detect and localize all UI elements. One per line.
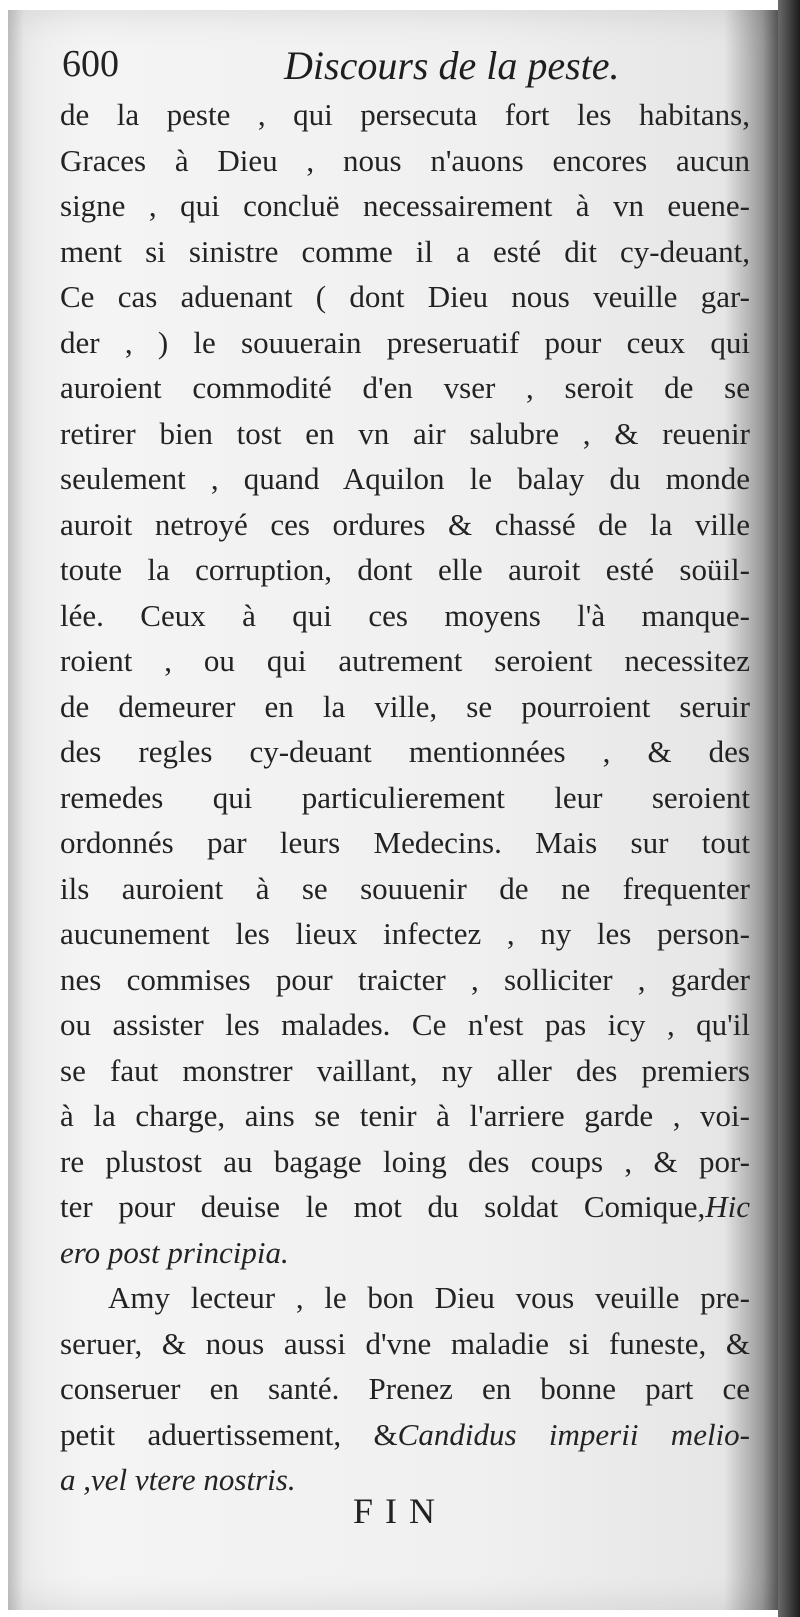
closing-paragraph-line: conseruer en santé. Prenez en bonne part ce bbox=[60, 1371, 750, 1406]
text-line: Ce cas aduenant ( dont Dieu nous veuille gar- bbox=[60, 279, 750, 314]
text-line: des regles cy-deuant mentionnées , & des bbox=[60, 734, 750, 769]
text-line: lée. Ceux à qui ces moyens l'à manque- bbox=[60, 597, 750, 633]
text-line: remedes qui particulierement leur seroient bbox=[60, 779, 750, 815]
text-roman: petit aduertissement, & bbox=[60, 1416, 398, 1452]
text-line: seulement , quand Aquilon le balay du monde bbox=[60, 461, 750, 496]
text-line: auroit netroyé ces ordures & chassé de la ville bbox=[60, 506, 750, 542]
text-line: roient , ou qui autrement seroient necessitez bbox=[60, 643, 750, 678]
text-line: aucunement les lieux infectez , ny les person- bbox=[60, 916, 750, 951]
latin-quote: ero post principia. bbox=[60, 1234, 289, 1270]
page-header bbox=[62, 42, 742, 94]
latin-quote: Candidus imperii melio- bbox=[397, 1416, 750, 1452]
page-number: 600 bbox=[62, 43, 119, 85]
text-line: de demeurer en la ville, se pourroient seruir bbox=[60, 688, 750, 724]
text-line: re plustost au bagage loing des coups , & por- bbox=[60, 1143, 750, 1179]
text-line bbox=[60, 1184, 750, 1230]
closing-paragraph-line: seruer, & nous aussi d'vne maladie si funeste, & bbox=[60, 1325, 750, 1361]
closing-paragraph-line bbox=[60, 1412, 750, 1458]
body-text bbox=[60, 92, 750, 1503]
text-line: à la charge, ains se tenir à l'arriere garde , voi- bbox=[60, 1098, 750, 1133]
text-roman: ter pour deuise le mot du soldat Comique, bbox=[60, 1189, 706, 1224]
text-line: ou assister les malades. Ce n'est pas icy , qu'il bbox=[60, 1007, 750, 1042]
text-line: ment si sinistre comme il a esté dit cy-deuant, bbox=[60, 233, 750, 269]
latin-quote: Hic bbox=[705, 1189, 750, 1224]
text-line: der , ) le souuerain preseruatif pour ceux qui bbox=[60, 324, 750, 360]
finis-mark: FIN bbox=[352, 1491, 447, 1531]
text-line: nes commises pour traicter , solliciter , garder bbox=[60, 961, 750, 997]
text-line: se faut monstrer vaillant, ny aller des premiers bbox=[60, 1052, 750, 1088]
book-gutter-shadow bbox=[778, 0, 800, 1617]
running-title: Discours de la peste. bbox=[284, 43, 620, 88]
text-line: retirer bien tost en vn air salubre , & reuenir bbox=[60, 415, 750, 451]
text-line: toute la corruption, dont elle auroit esté soüil- bbox=[60, 552, 750, 587]
text-line: de la peste , qui persecuta fort les habitans, bbox=[60, 97, 750, 132]
closing-paragraph-line: Amy lecteur , le bon Dieu vous veuille pre- bbox=[108, 1280, 750, 1315]
latin-quote: a ,vel vtere nostris. bbox=[60, 1462, 296, 1497]
text-line: Graces à Dieu , nous n'auons encores aucun bbox=[60, 142, 750, 178]
text-line: signe , qui concluë necessairement à vn euene- bbox=[60, 188, 750, 223]
text-line: auroient commodité d'en vser , seroit de se bbox=[60, 370, 750, 405]
text-line: ordonnés par leurs Medecins. Mais sur tout bbox=[60, 825, 750, 860]
text-line: ils auroient à se souuenir de ne frequenter bbox=[60, 870, 750, 906]
